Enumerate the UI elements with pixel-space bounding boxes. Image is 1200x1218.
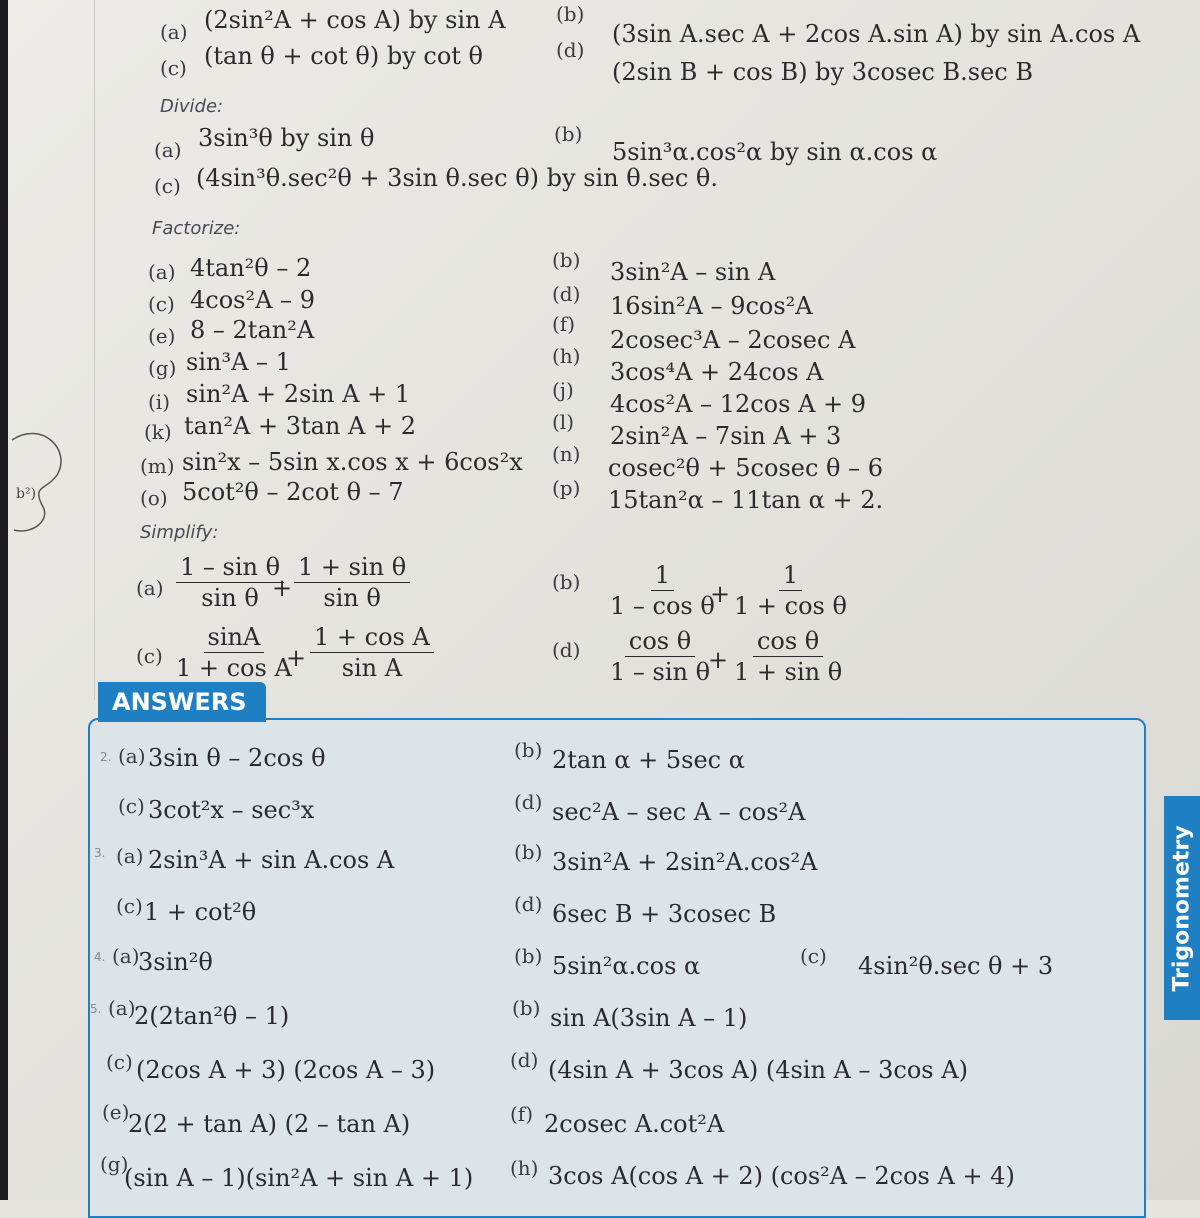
factorize-label-k: (k) [144,420,172,444]
numerator: 1 [651,562,674,591]
answer-number: 5. [90,1002,102,1016]
factorize-item-h: 3cos⁴A + 24cos A [610,358,824,386]
factorize-item-k: tan²A + 3tan A + 2 [184,412,417,440]
numerator: sinA [204,624,265,653]
answer-label: (c) [106,1050,133,1074]
chapter-tab-label: Trigonometry [1169,824,1195,992]
answer-text: 6sec B + 3cosec B [552,900,777,928]
q2-a-text: (2sin²A + cos A) by sin A [204,6,506,34]
answer-label: (e) [102,1100,130,1124]
denominator: 1 + cos A [176,654,292,683]
q2-d-label: (d) [556,38,585,62]
denominator: 1 + cos θ [734,592,847,621]
factorize-label-a: (a) [148,260,176,284]
factorize-item-c: 4cos²A – 9 [190,286,315,314]
numerator: 1 – sin θ [176,554,284,583]
answer-number: 4. [94,950,106,964]
q2-c-label: (c) [160,56,187,80]
numerator: 1 + cos A [310,624,434,653]
simplify-a-label: (a) [136,576,164,600]
simplify-b-frac1 [606,562,719,620]
divide-b-label: (b) [554,122,583,146]
denominator: 1 – cos θ [610,592,715,621]
simplify-heading: Simplify: [140,522,219,543]
numerator: cos θ [753,628,823,657]
answer-text: 4sin²θ.sec θ + 3 [858,952,1054,980]
factorize-label-m: (m) [140,454,175,478]
answer-text: 5sin²α.cos α [552,952,701,980]
factorize-item-g: sin³A – 1 [186,348,291,376]
answer-text: 3cos A(cos A + 2) (cos²A – 2cos A + 4) [548,1162,1015,1190]
plus-sign: + [708,646,729,674]
answer-text: 2tan α + 5sec α [552,746,745,774]
denominator: sin A [341,654,403,683]
answer-label: (d) [510,1048,539,1072]
answer-text: 3cot²x – sec³x [148,796,315,824]
answer-text: 1 + cot²θ [144,898,257,926]
plus-sign: + [272,574,293,602]
divide-heading: Divide: [160,96,224,117]
q2-b-label: (b) [556,2,585,26]
answer-text: 2cosec A.cot²A [544,1110,725,1138]
factorize-item-l: 2sin²A – 7sin A + 3 [610,422,842,450]
answers-heading: ANSWERS [98,682,266,722]
factorize-label-j: (j) [552,378,574,402]
simplify-c-frac2 [310,624,434,682]
divide-a-text: 3sin³θ by sin θ [198,124,375,152]
plus-sign: + [286,644,307,672]
answer-label: (b) [512,996,541,1020]
answer-number: 3. [94,846,106,860]
simplify-d-frac1 [606,628,714,686]
factorize-item-b: 3sin²A – sin A [610,258,776,286]
factorize-label-d: (d) [552,282,581,306]
simplify-d-label: (d) [552,638,581,662]
denominator: sin θ [323,584,381,613]
simplify-d-frac2 [730,628,846,686]
page-edge [0,0,8,1200]
answer-text: (4sin A + 3cos A) (4sin A – 3cos A) [548,1056,968,1084]
factorize-item-d: 16sin²A – 9cos²A [610,292,813,320]
factorize-item-m: sin²x – 5sin x.cos x + 6cos²x [182,448,523,476]
answer-text: 3sin θ – 2cos θ [148,744,326,772]
factorize-item-e: 8 – 2tan²A [190,316,315,344]
answer-label: (g) [100,1152,129,1176]
denominator: 1 + sin θ [734,658,843,687]
plus-sign: + [710,580,731,608]
simplify-a-frac1 [176,554,284,612]
factorize-label-g: (g) [148,356,177,380]
factorize-label-e: (e) [148,324,176,348]
answer-label: (a) [108,996,136,1020]
factorize-label-c: (c) [148,292,175,316]
denominator: 1 – sin θ [610,658,711,687]
factorize-label-n: (n) [552,442,581,466]
answer-text: 3sin²θ [138,948,213,976]
q2-b-text: (3sin A.sec A + 2cos A.sin A) by sin A.cos A [612,20,1141,48]
answer-label: (d) [514,790,543,814]
simplify-b-frac2 [730,562,851,620]
answer-text: sin A(3sin A – 1) [550,1004,748,1032]
answer-label: (h) [510,1156,539,1180]
factorize-label-p: (p) [552,476,581,500]
factorize-item-j: 4cos²A – 12cos A + 9 [610,390,867,418]
simplify-c-frac1 [172,624,296,682]
factorize-item-n: cosec²θ + 5cosec θ – 6 [608,454,884,482]
factorize-item-o: 5cot²θ – 2cot θ – 7 [182,478,404,506]
answer-label: (b) [514,738,543,762]
answer-label: (a) [112,944,140,968]
answer-text: (sin A – 1)(sin²A + sin A + 1) [124,1164,474,1192]
divide-a-label: (a) [154,138,182,162]
answer-label: (d) [514,892,543,916]
answer-text: sec²A – sec A – cos²A [552,798,806,826]
answer-text: 2(2tan²θ – 1) [134,1002,290,1030]
factorize-item-p: 15tan²α – 11tan α + 2. [608,486,884,514]
q2-d-text: (2sin B + cos B) by 3cosec B.sec B [612,58,1033,86]
q2-a-label: (a) [160,20,188,44]
factorize-label-b: (b) [552,248,581,272]
factorize-label-l: (l) [552,410,575,434]
answer-label: (c) [118,794,145,818]
simplify-a-frac2 [294,554,410,612]
handwritten-scribble [2,420,72,540]
numerator: cos θ [625,628,695,657]
answer-label: (a) [118,744,146,768]
answer-label: (b) [514,840,543,864]
svg-text:b²): b²) [16,486,37,502]
denominator: sin θ [201,584,259,613]
chapter-tab [1164,796,1200,1020]
factorize-label-i: (i) [148,390,171,414]
answer-label: (c) [800,944,827,968]
answer-text: 2(2 + tan A) (2 – tan A) [128,1110,411,1138]
divide-c-label: (c) [154,174,181,198]
answer-label: (f) [510,1102,534,1126]
factorize-heading: Factorize: [152,218,241,239]
factorize-label-h: (h) [552,344,581,368]
answer-text: (2cos A + 3) (2cos A – 3) [136,1056,436,1084]
numerator: 1 [779,562,802,591]
answer-number: 2. [100,750,112,764]
answer-label: (b) [514,944,543,968]
answer-label: (c) [116,894,143,918]
factorize-item-i: sin²A + 2sin A + 1 [186,380,411,408]
simplify-c-label: (c) [136,644,163,668]
factorize-item-a: 4tan²θ – 2 [190,254,312,282]
answer-label: (a) [116,844,144,868]
simplify-b-label: (b) [552,570,581,594]
factorize-label-o: (o) [140,486,168,510]
factorize-label-f: (f) [552,312,576,336]
factorize-item-f: 2cosec³A – 2cosec A [610,326,856,354]
answer-text: 2sin³A + sin A.cos A [148,846,395,874]
q2-c-text: (tan θ + cot θ) by cot θ [204,42,483,70]
divide-b-text: 5sin³α.cos²α by sin α.cos α [612,138,938,166]
answer-text: 3sin²A + 2sin²A.cos²A [552,848,818,876]
margin-line [94,0,95,700]
divide-c-text: (4sin³θ.sec²θ + 3sin θ.sec θ) by sin θ.sec θ. [196,164,719,192]
numerator: 1 + sin θ [294,554,410,583]
